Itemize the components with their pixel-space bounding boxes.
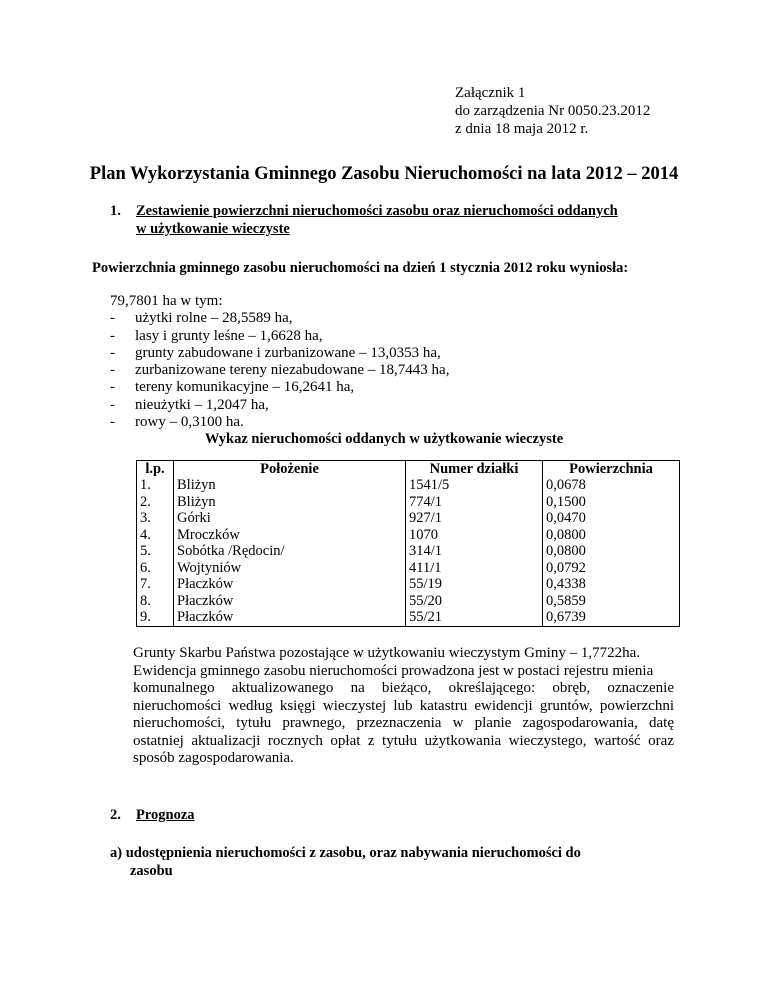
list-item [110, 328, 449, 345]
cell-area: 0,1500 [543, 494, 680, 511]
cell-location: Mroczków [174, 527, 406, 544]
cell-plot-number: 1070 [406, 527, 543, 544]
cell-lp: 9. [137, 609, 174, 626]
dash: - [110, 379, 115, 396]
section-2-title: Prognoza [136, 807, 195, 823]
dash: - [110, 344, 115, 361]
cell-lp: 8. [137, 593, 174, 610]
cell-area: 0,0800 [543, 527, 680, 544]
cell-plot-number: 927/1 [406, 510, 543, 527]
paragraph-line: ostatniej aktualizacji rocznych opłat z tytułu użytkowania wieczystego, wartość oraz [133, 732, 674, 749]
list-item-text: użytki rolne – 28,5589 ha, [135, 310, 293, 327]
list-item [110, 397, 449, 414]
subsection-a-heading [110, 844, 581, 880]
column-header-location: Położenie [174, 461, 406, 478]
cell-area: 0,4338 [543, 576, 680, 593]
list-item-text: tereny komunikacyjne – 16,2641 ha, [135, 379, 355, 396]
paragraph-line: nieruchomości według księgi wieczystej lub katastru ewidencji gruntów, powierzchni [133, 697, 674, 714]
section-1-title-line-2: w użytkowanie wieczyste [136, 221, 290, 237]
paragraph-line: sposób zagospodarowania. [133, 750, 294, 766]
list-item [110, 345, 449, 362]
cell-area: 0,0800 [543, 543, 680, 560]
area-total: 79,7801 ha w tym: [110, 293, 223, 309]
list-item-text: rowy – 0,3100 ha. [135, 414, 244, 431]
area-breakdown [110, 293, 449, 431]
table-row [137, 576, 680, 593]
section-1-title [136, 202, 696, 238]
dash: - [110, 362, 115, 379]
list-item-text: grunty zabudowane i zurbanizowane – 13,0353 ha, [135, 344, 441, 361]
cell-plot-number: 55/21 [406, 609, 543, 626]
list-item-text: nieużytki – 1,2047 ha, [135, 396, 269, 413]
cell-lp: 3. [137, 510, 174, 527]
cell-location: Górki [174, 510, 406, 527]
annex-line-1: Załącznik 1 [455, 85, 526, 101]
dash: - [110, 310, 115, 327]
list-item-text: lasy i grunty leśne – 1,6628 ha, [135, 327, 323, 344]
cell-location: Płaczków [174, 593, 406, 610]
table-row [137, 543, 680, 560]
column-header-lp: l.p. [137, 461, 174, 478]
table-row [137, 494, 680, 511]
cell-location: Sobótka /Rędocin/ [174, 543, 406, 560]
cell-plot-number: 774/1 [406, 494, 543, 511]
list-item [110, 310, 449, 327]
cell-area: 0,0678 [543, 477, 680, 494]
annex-line-2: do zarządzenia Nr 0050.23.2012 [455, 103, 651, 119]
cell-lp: 5. [137, 543, 174, 560]
cell-lp: 4. [137, 527, 174, 544]
table-title: Wykaz nieruchomości oddanych w użytkowanie wieczyste [204, 431, 564, 447]
list-item [110, 414, 449, 431]
table-row [137, 527, 680, 544]
cell-location: Wojtyniów [174, 560, 406, 577]
cell-location: Płaczków [174, 609, 406, 626]
cell-plot-number: 314/1 [406, 543, 543, 560]
dash: - [110, 414, 115, 431]
cell-plot-number: 55/19 [406, 576, 543, 593]
document-title: Plan Wykorzystania Gminnego Zasobu Nieruchomości na lata 2012 – 2014 [89, 164, 679, 184]
section-2-number: 2. [110, 807, 121, 823]
dash: - [110, 396, 115, 413]
paragraph-line: Ewidencja gminnego zasobu nieruchomości prowadzona jest w postaci rejestru mienia [133, 662, 654, 679]
cell-lp: 2. [137, 494, 174, 511]
cell-location: Bliżyn [174, 494, 406, 511]
paragraph-line: komunalnego aktualizowanego na bieżąco, określającego: obręb, oznaczenie [133, 680, 674, 696]
cell-area: 0,0470 [543, 510, 680, 527]
cell-area: 0,5859 [543, 593, 680, 610]
table-row [137, 609, 680, 626]
subsection-a-line-2: zasobu [130, 863, 173, 879]
paragraph-line: nieruchomości, tytułu prawnego, przeznaczenia w planie zagospodarowania, datę [133, 715, 674, 731]
cell-plot-number: 411/1 [406, 560, 543, 577]
table-row [137, 593, 680, 610]
cell-plot-number: 1541/5 [406, 477, 543, 494]
table-row [137, 477, 680, 494]
cell-area: 0,0792 [543, 560, 680, 577]
cell-lp: 1. [137, 477, 174, 494]
cell-location: Płaczków [174, 576, 406, 593]
subsection-a-line-1: a) udostępnienia nieruchomości z zasobu, oraz nabywania nieruchomości do [110, 845, 581, 861]
cell-lp: 6. [137, 560, 174, 577]
column-header-plot-number: Numer działki [406, 461, 543, 478]
section-1-title-line-1: Zestawienie powierzchni nieruchomości zasobu oraz nieruchomości oddanych [136, 203, 618, 219]
table-row [137, 560, 680, 577]
cell-plot-number: 55/20 [406, 593, 543, 610]
section-1-number: 1. [110, 203, 121, 219]
annex-line-3: z dnia 18 maja 2012 r. [455, 121, 589, 137]
table-header-row [137, 461, 680, 478]
list-item [110, 379, 449, 396]
surface-heading: Powierzchnia gminnego zasobu nieruchomości na dzień 1 stycznia 2012 roku wyniosła: [92, 260, 629, 276]
registry-paragraph [133, 645, 674, 768]
column-header-area: Powierzchnia [543, 461, 680, 478]
cell-lp: 7. [137, 576, 174, 593]
cell-location: Bliżyn [174, 477, 406, 494]
list-item-text: zurbanizowane tereny niezabudowane – 18,7443 ha, [135, 362, 450, 379]
leasehold-table [136, 460, 680, 627]
cell-area: 0,6739 [543, 609, 680, 626]
dash: - [110, 327, 115, 344]
table-row [137, 510, 680, 527]
annex-note [455, 84, 650, 138]
paragraph-line: Grunty Skarbu Państwa pozostające w użytkowaniu wieczystym Gminy – 1,7722ha. [133, 645, 640, 661]
list-item [110, 362, 449, 379]
